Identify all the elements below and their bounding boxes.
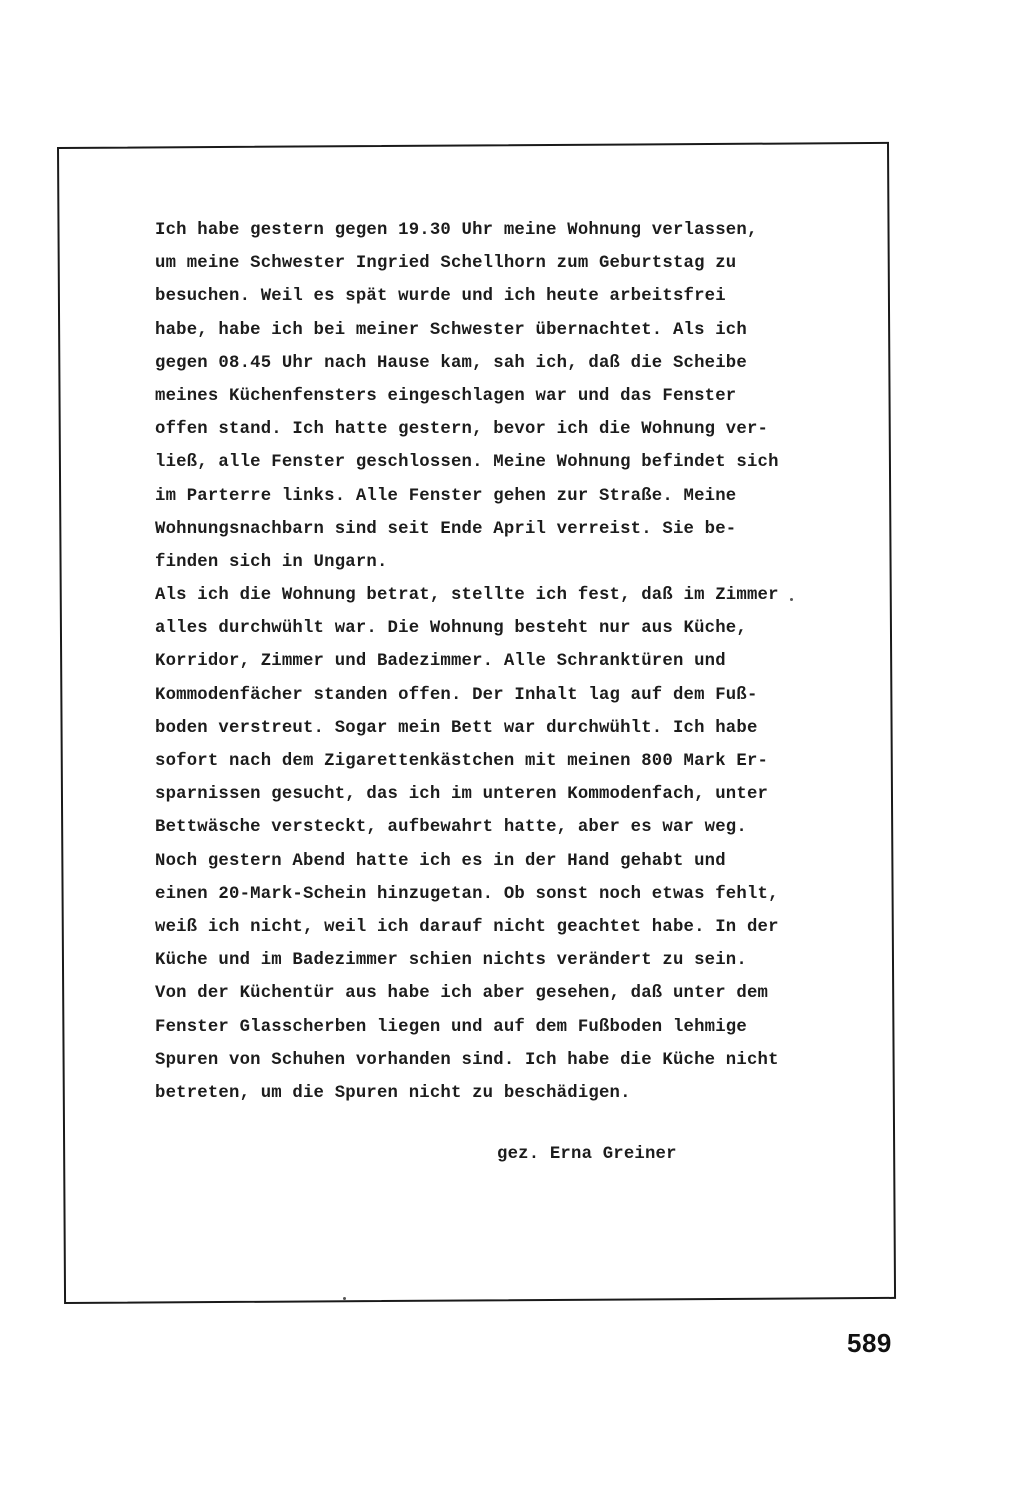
text-line: einen 20-Mark-Schein hinzugetan. Ob sonst noch etwas fehlt, bbox=[155, 884, 779, 904]
text-line: um meine Schwester Ingried Schellhorn zum Geburtstag zu bbox=[155, 254, 737, 274]
text-line: meines Küchenfensters eingeschlagen war und das Fenster bbox=[155, 386, 737, 406]
text-line: Korridor, Zimmer und Badezimmer. Alle Schranktüren und bbox=[155, 652, 726, 672]
text-line: boden verstreut. Sogar mein Bett war durchwühlt. Ich habe bbox=[155, 718, 758, 738]
text-line: gegen 08.45 Uhr nach Hause kam, sah ich, daß die Scheibe bbox=[155, 353, 747, 373]
text-line: weiß ich nicht, weil ich darauf nicht geachtet habe. In der bbox=[155, 917, 779, 937]
text-line: im Parterre links. Alle Fenster gehen zur Straße. Meine bbox=[155, 486, 737, 506]
signature-line: gez. Erna Greiner bbox=[497, 1145, 677, 1164]
scan-speck bbox=[790, 598, 793, 601]
text-line: Noch gestern Abend hatte ich es in der Hand gehabt und bbox=[155, 851, 726, 871]
statement-text bbox=[155, 214, 779, 1110]
text-line: Als ich die Wohnung betrat, stellte ich fest, daß im Zimmer bbox=[155, 586, 779, 606]
text-line: Bettwäsche versteckt, aufbewahrt hatte, aber es war weg. bbox=[155, 818, 747, 838]
text-line: Von der Küchentür aus habe ich aber gesehen, daß unter dem bbox=[155, 984, 769, 1004]
text-line: alles durchwühlt war. Die Wohnung besteht nur aus Küche, bbox=[155, 619, 747, 639]
text-line: Spuren von Schuhen vorhanden sind. Ich habe die Küche nicht bbox=[155, 1050, 779, 1070]
text-line: Fenster Glasscherben liegen und auf dem Fußboden lehmige bbox=[155, 1017, 747, 1037]
text-line: sparnissen gesucht, das ich im unteren Kommodenfach, unter bbox=[155, 785, 769, 805]
text-line: ließ, alle Fenster geschlossen. Meine Wohnung befindet sich bbox=[155, 453, 779, 473]
text-line: offen stand. Ich hatte gestern, bevor ich die Wohnung ver- bbox=[155, 420, 769, 440]
text-line: Kommodenfächer standen offen. Der Inhalt lag auf dem Fuß- bbox=[155, 685, 758, 705]
text-line: betreten, um die Spuren nicht zu beschädigen. bbox=[155, 1083, 631, 1103]
text-line: finden sich in Ungarn. bbox=[155, 552, 388, 572]
text-line: Küche und im Badezimmer schien nichts verändert zu sein. bbox=[155, 951, 747, 971]
text-line: Ich habe gestern gegen 19.30 Uhr meine Wohnung verlassen, bbox=[155, 221, 758, 240]
text-line: besuchen. Weil es spät wurde und ich heute arbeitsfrei bbox=[155, 287, 726, 307]
page-number: 589 bbox=[847, 1328, 892, 1358]
text-line: sofort nach dem Zigarettenkästchen mit meinen 800 Mark Er- bbox=[155, 752, 769, 771]
text-line: Wohnungsnachbarn sind seit Ende April verreist. Sie be- bbox=[155, 519, 737, 539]
text-line: habe, habe ich bei meiner Schwester übernachtet. Als ich bbox=[155, 320, 747, 340]
scan-speck bbox=[343, 1297, 346, 1300]
